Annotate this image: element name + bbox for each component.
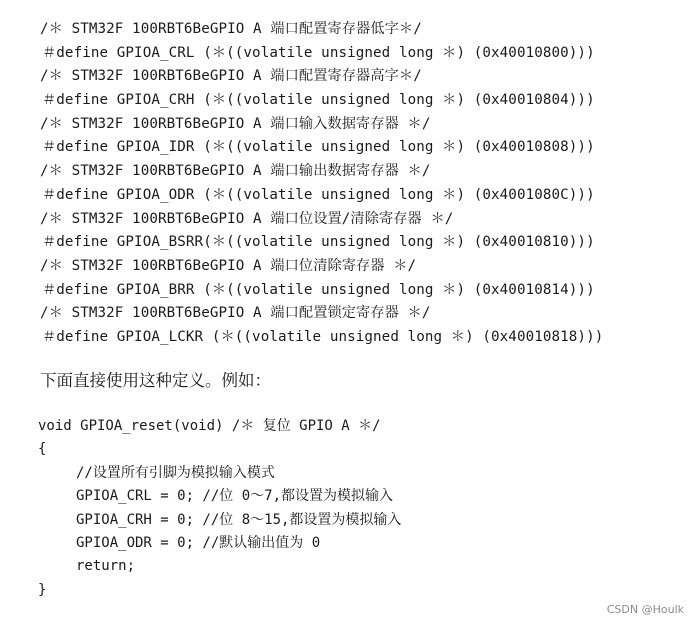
function-signature: void GPIOA_reset(void) /＊ 复位 GPIO A ＊/ bbox=[38, 418, 381, 434]
comment-odr: /＊ STM32F 100RBT6BeGPIO A 端口输出数据寄存器 ＊/ bbox=[40, 163, 431, 180]
define-gpioa-brr: ＃define GPIOA_BRR (＊((volatile unsigned long ＊) (0x40010814))) bbox=[42, 281, 595, 298]
statement-odr: GPIOA_ODR = 0; //默认输出值为 0 bbox=[76, 534, 321, 551]
define-gpioa-odr: ＃define GPIOA_ODR (＊((volatile unsigned long ＊) (0x4001080C))) bbox=[42, 186, 595, 203]
comment-brr: /＊ STM32F 100RBT6BeGPIO A 端口位清除寄存器 ＊/ bbox=[40, 257, 417, 274]
define-gpioa-crh: ＃define GPIOA_CRH (＊((volatile unsigned long ＊) (0x40010804))) bbox=[42, 92, 595, 109]
define-gpioa-bsrr: ＃define GPIOA_BSRR(＊((volatile unsigned long ＊) (0x40010810))) bbox=[42, 234, 595, 251]
function-code-block bbox=[38, 415, 678, 602]
comment-crl: /＊ STM32F 100RBT6BeGPIO A 端口配置寄存器低字＊/ bbox=[40, 21, 422, 37]
return-statement: return; bbox=[76, 558, 136, 575]
comment-idr: /＊ STM32F 100RBT6BeGPIO A 端口输入数据寄存器 ＊/ bbox=[40, 115, 431, 132]
define-gpioa-crl: ＃define GPIOA_CRL (＊((volatile unsigned long ＊) (0x40010800))) bbox=[42, 44, 595, 61]
open-brace: { bbox=[38, 441, 47, 458]
close-brace: } bbox=[38, 581, 47, 598]
statement-crl: GPIOA_CRL = 0; //位 0～7,都设置为模拟输入 bbox=[76, 488, 394, 505]
register-defines-block bbox=[40, 18, 680, 350]
code-comment: //设置所有引脚为模拟输入模式 bbox=[76, 464, 275, 481]
intro-paragraph: 下面直接使用这种定义。例如： bbox=[40, 371, 271, 390]
define-gpioa-idr: ＃define GPIOA_IDR (＊((volatile unsigned long ＊) (0x40010808))) bbox=[42, 139, 595, 156]
define-gpioa-lckr: ＃define GPIOA_LCKR (＊((volatile unsigned long ＊) (0x40010818))) bbox=[42, 328, 604, 345]
comment-crh: /＊ STM32F 100RBT6BeGPIO A 端口配置寄存器高字＊/ bbox=[40, 68, 422, 85]
comment-lckr: /＊ STM32F 100RBT6BeGPIO A 端口配置锁定寄存器 ＊/ bbox=[40, 305, 431, 322]
comment-bsrr: /＊ STM32F 100RBT6BeGPIO A 端口位设置/清除寄存器 ＊/ bbox=[40, 210, 454, 227]
statement-crh: GPIOA_CRH = 0; //位 8～15,都设置为模拟输入 bbox=[76, 511, 402, 528]
watermark: CSDN @Houlk bbox=[606, 603, 684, 616]
